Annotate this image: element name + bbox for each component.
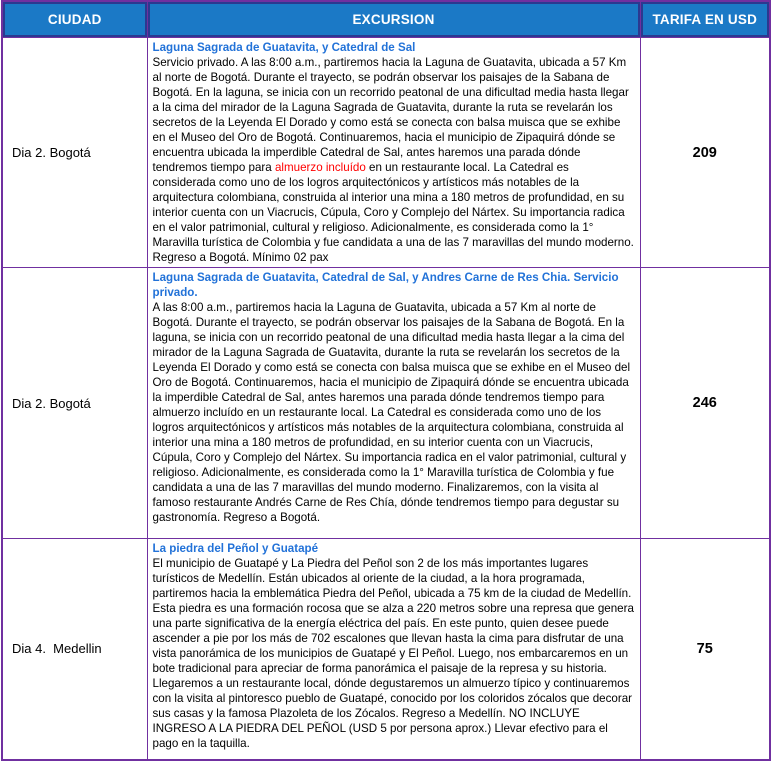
description-text: El municipio de Guatapé y La Piedra del Peñol son 2 de los más importantes lugares turísticos de Medellín. Están ubicados al oriente de la ciudad, a la hora programada, partiremos hacia la emblemática Piedra del Peñol, ubicada a 75 km de la ciudad de Medellín. Esta piedra es una formación rocosa que se alza a 220 metros sobre una represa que genera una parte significativa de la energía eléctrica del país. En este punto, quien desee puede ascender a pie por los más de 702 escalones que llevan hasta la cima para disfrutar de una vista panorámica de los municipios de Guatapé y El Peñol. Luego, nos embarcaremos en un bote tradicional para apreciar de forma panorámica el paisaje de la represa y su historia. Llegaremos a un restaurante local, dónde degustaremos un almuerzo típico y continuaremos con la visita al pintoresco pueblo de Guatapé, conocido por los coloridos zócalos que decorar sus casas y la famosa Plazoleta de los Zócalos. Regreso a Medellín. NO INCLUYE INGRESO A LA PIEDRA DEL PEÑOL (USD 5 por persona aprox.) Llevar efectivo para el pago en la taquilla. — [152, 557, 634, 750]
excursion-description — [153, 556, 635, 751]
price-cell: 246 — [640, 268, 770, 539]
excursion-title-link[interactable]: Laguna Sagrada de Guatavita, y Catedral de Sal — [152, 41, 416, 54]
table-row — [2, 539, 770, 760]
header-excursion: EXCURSION — [147, 1, 640, 38]
table-row — [2, 38, 770, 268]
excursion-title-link[interactable]: Laguna Sagrada de Guatavita, Catedral de Sal, y Andres Carne de Res Chia. Servicio privado. — [152, 271, 619, 299]
excursion-table — [1, 0, 771, 761]
excursion-cell — [147, 38, 640, 268]
city-cell: Dia 2. Bogotá — [2, 38, 147, 268]
excursion-title-link[interactable]: La piedra del Peñol y Guatapé — [152, 542, 319, 555]
excursion-description — [153, 55, 635, 265]
description-text: A las 8:00 a.m., partiremos hacia la Laguna de Guatavita, ubicada a 57 Km al norte de Bogotá. Durante el trayecto, se podrán observar los paisajes de la Sabana de Bogotá. En la laguna, se inicia con un recorrido peatonal de una dificultad media hasta llegar a la cima del mirador de la Laguna Sagrada de Guatavita, durante la ruta se revelarán los secretos de la Leyenda El Dorado y como está se conecta con balsa muisca que se exhibe en el Museo del Oro de Bogotá. Continuaremos, hacia el municipio de Zipaquirá dónde se encuentra ubicada la imperdible Catedral de Sal, antes haremos una parada dónde tendremos tiempo para almuerzo incluído en un restaurante local. La Catedral es considerada como uno de los logros arquitectónicos y artísticos más notables de la arquitectura colombiana, construida al interior una mina a 180 metros de profundidad, en su interior cuenta con un Viacrucis, Cúpula, Coro y Complejo del Nártex. Su importancia radica en el valor patrimonial, cultural y religioso. Adicionalmente, es considerada como la 1° Maravilla turística de Colombia y fue candidata a una de las 7 maravillas del mundo moderno. Finalizaremos, con la visita al famoso restaurante Andrés Carne de Res Chía, dónde tendremos tiempo para degustar su gastronomía. Regreso a Bogotá. — [152, 301, 631, 524]
excursion-description — [153, 300, 635, 525]
excursion-cell — [147, 268, 640, 539]
description-text: Servicio privado. A las 8:00 a.m., partiremos hacia la Laguna de Guatavita, ubicada a 57 Km al norte de Bogotá. Durante el trayecto, se podrán observar los paisajes de la Sabana de Bogotá. En la laguna, se inicia con un recorrido peatonal de una dificultad media hasta llegar a la cima del mirador de la Laguna Sagrada de Guatavita, durante la ruta se revelarán los secretos de la Leyenda El Dorado y como está se conecta con balsa muisca que se exhibe en el Museo del Oro de Bogotá. Continuaremos, hacia el municipio de Zipaquirá dónde se encuentra ubicada la imperdible Catedral de Sal, antes haremos una parada dónde tendremos tiempo para — [152, 56, 629, 174]
table-row — [2, 268, 770, 539]
highlighted-text: almuerzo incluído — [274, 161, 366, 174]
price-cell: 209 — [640, 38, 770, 268]
header-row — [2, 1, 770, 38]
price-cell: 75 — [640, 539, 770, 760]
description-text: en un restaurante local. La Catedral es considerada como uno de los logros arquitectónicos y artísticos más notables de la arquitectura colombiana, construida al interior una mina a 180 metros de profundidad, en su interior cuenta con un Viacrucis, Cúpula, Coro y Complejo del Nártex. Su importancia radica en el valor patrimonial, cultural y religioso. Adicionalmente, es considerada como la 1° Maravilla turística de Colombia y fue candidata a una de las 7 maravillas del mundo moderno. Regreso a Bogotá. Mínimo 02 pax — [152, 161, 634, 264]
header-city: CIUDAD — [2, 1, 147, 38]
city-cell: Dia 2. Bogotá — [2, 268, 147, 539]
excursion-cell — [147, 539, 640, 760]
header-price: TARIFA EN USD — [640, 1, 770, 38]
city-cell: Dia 4. Medellin — [2, 539, 147, 760]
